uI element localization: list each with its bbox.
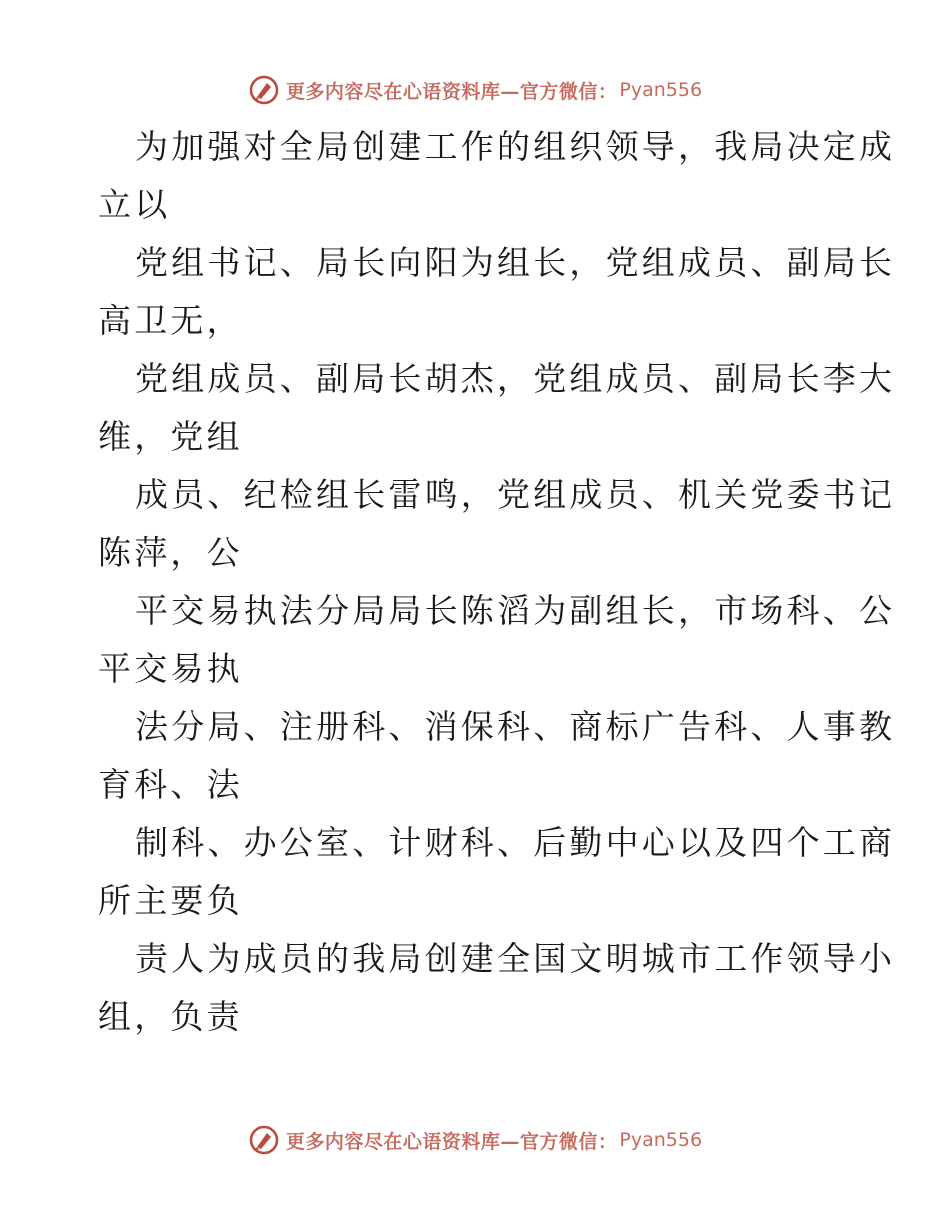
document-line: 陈萍，公 — [98, 533, 243, 572]
document-line: 立以 — [98, 185, 171, 224]
footer-banner — [0, 1120, 950, 1160]
document-line: 法分局、注册科、消保科、商标广告科、人事教 — [135, 707, 896, 746]
document-line: 维，党组 — [98, 417, 243, 456]
document-line: 成员、纪检组长雷鸣，党组成员、机关党委书记 — [135, 475, 896, 514]
document-line: 制科、办公室、计财科、后勤中心以及四个工商 — [135, 823, 896, 862]
footer-banner-account: Pyan556 — [619, 1129, 703, 1151]
document-line: 平交易执法分局局长陈滔为副组长，市场科、公 — [135, 591, 896, 630]
footer-banner-text: 更多内容尽在心语资料库—官方微信： — [285, 1130, 618, 1153]
pen-nib-logo-icon — [248, 1124, 280, 1156]
document-line: 平交易执 — [98, 649, 243, 688]
header-banner — [0, 70, 950, 110]
pen-nib-logo-icon — [248, 74, 280, 106]
document-line: 育科、法 — [98, 765, 243, 804]
document-line: 高卫无， — [98, 301, 243, 340]
document-line: 责人为成员的我局创建全国文明城市工作领导小 — [135, 939, 896, 978]
document-line: 所主要负 — [98, 881, 243, 920]
document-body — [98, 118, 896, 1046]
header-banner-text: 更多内容尽在心语资料库—官方微信： — [285, 80, 618, 103]
document-line: 组，负责 — [98, 997, 243, 1036]
header-banner-account: Pyan556 — [619, 79, 703, 101]
document-line: 党组书记、局长向阳为组长，党组成员、副局长 — [135, 243, 896, 282]
document-line: 党组成员、副局长胡杰，党组成员、副局长李大 — [135, 359, 896, 398]
document-line: 为加强对全局创建工作的组织领导，我局决定成 — [135, 127, 896, 166]
